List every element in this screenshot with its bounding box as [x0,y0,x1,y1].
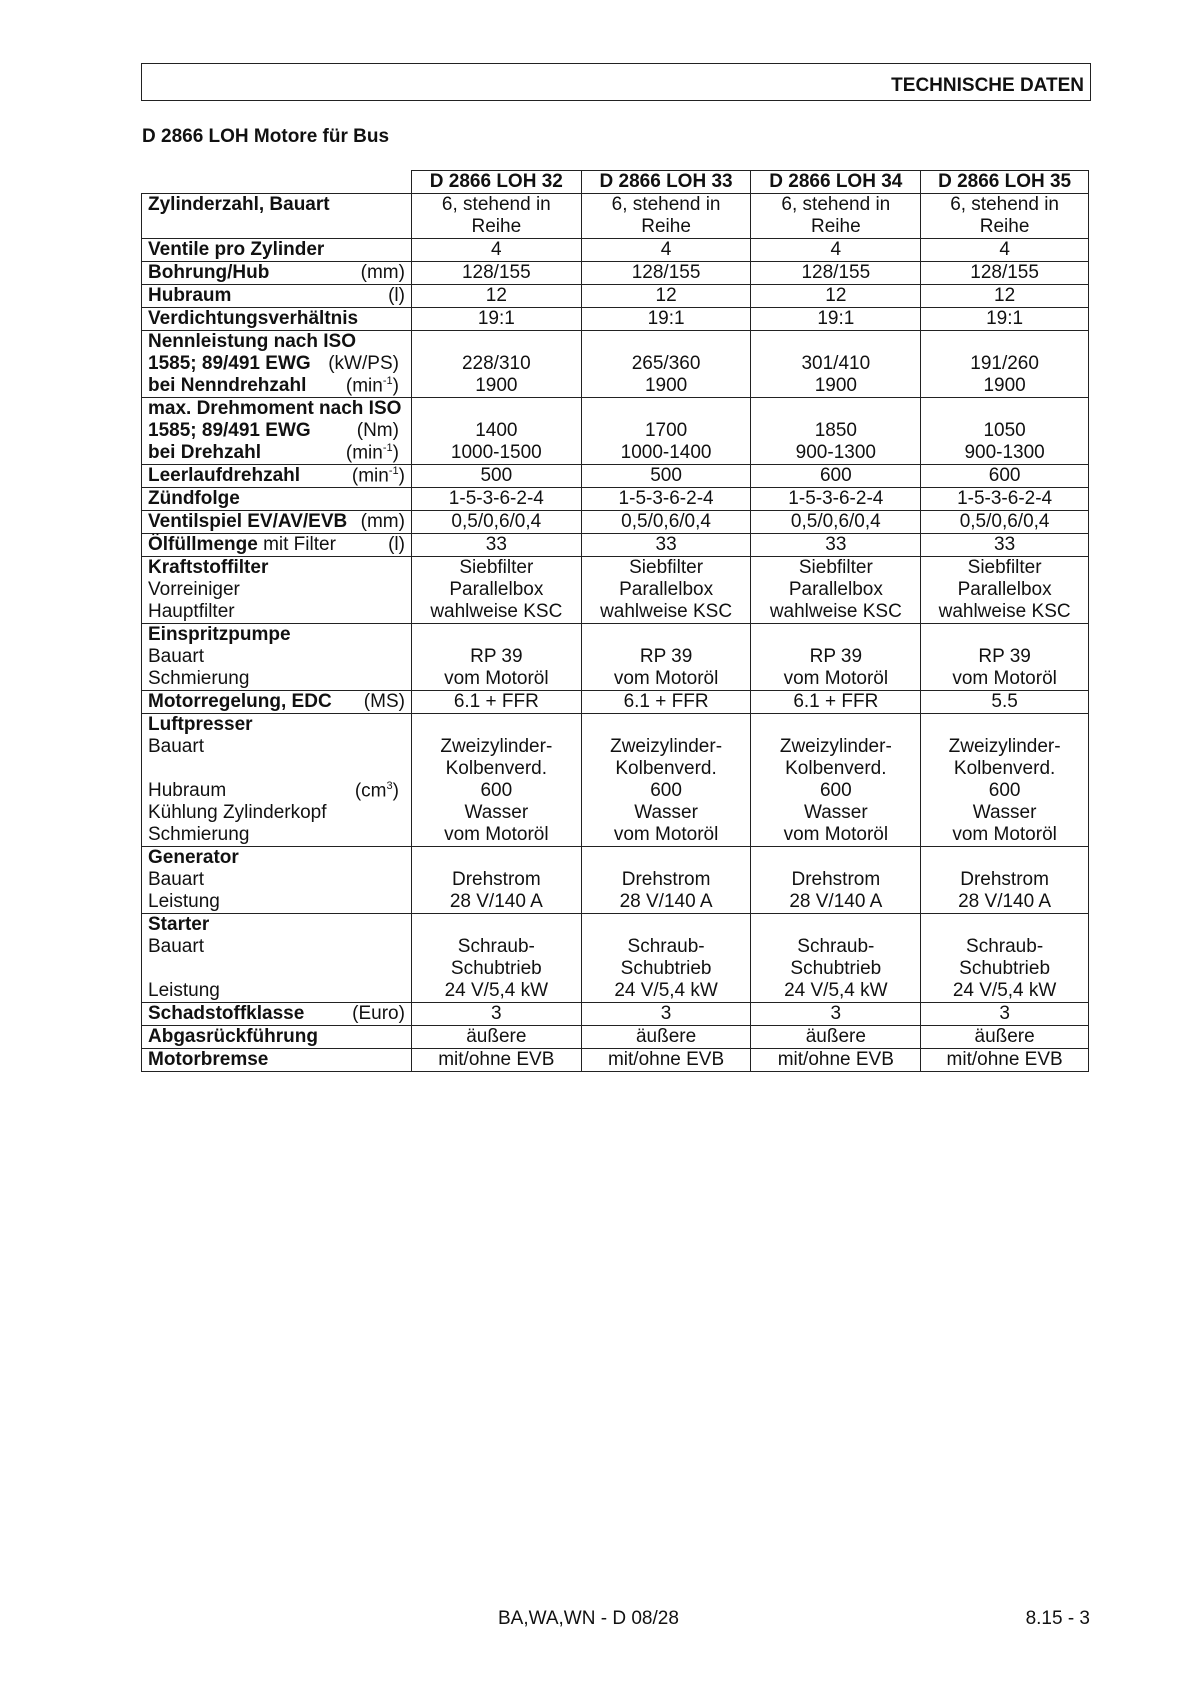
row-label-cell [142,914,412,1003]
row-label: Luftpresser [148,714,253,735]
row-label-cell [142,488,412,511]
value-cell: 19:1 [411,308,581,331]
value-cell: Siebfilter Parallelbox wahlweise KSC [921,557,1089,624]
row-label: Ventile pro Zylinder [148,239,325,260]
row-unit: $(\min^{-1})$ [345,441,399,463]
row-unit: (mm) [360,511,405,532]
value-cell: mit/ohne EVB [921,1049,1089,1072]
table-row [142,1049,1089,1072]
table-row [142,511,1089,534]
row-unit: (kW/PS) [328,353,399,374]
table-row [142,239,1089,262]
table-row [142,1026,1089,1049]
value-cell: 1-5-3-6-2-4 [411,488,581,511]
table-row [142,847,1089,914]
row-label-cell [142,285,412,308]
row-unit: $(\min^{-1})$ [345,374,399,396]
row-sublabel: Hubraum [148,780,227,801]
value-cell: 1-5-3-6-2-4 [581,488,751,511]
value-cell: 265/360 1900 [581,331,751,398]
value-cell: 6.1 + FFR [751,691,921,714]
value-cell: Schraub- Schubtrieb 24 V/5,4 kW [921,914,1089,1003]
row-label-cell [142,557,412,624]
value-cell: 12 [751,285,921,308]
value-cell: 1-5-3-6-2-4 [921,488,1089,511]
value-cell: Zweizylinder- Kolbenverd. 600 Wasser vom Motoröl [581,714,751,847]
value-cell: äußere [411,1026,581,1049]
value-cell: 33 [751,534,921,557]
table-row [142,914,1089,1003]
row-label: Einspritzpumpe [148,624,291,645]
row-label: Nennleistung nach ISO [148,331,356,352]
table-row [142,331,1089,398]
value-cell: RP 39 vom Motoröl [411,624,581,691]
value-cell: 0,5/0,6/0,4 [581,511,751,534]
value-cell: 4 [751,239,921,262]
value-cell: Drehstrom 28 V/140 A [751,847,921,914]
value-cell: 3 [411,1003,581,1026]
row-label: Leerlaufdrehzahl [148,465,301,486]
row-label: Zylinderzahl, Bauart [148,194,330,215]
column-header: D 2866 LOH 32 [411,171,581,194]
row-label: bei Nenndrehzahl [148,375,307,396]
table-row [142,691,1089,714]
row-label-cell [142,624,412,691]
value-cell: 128/155 [411,262,581,285]
value-cell: RP 39 vom Motoröl [921,624,1089,691]
row-label: Kraftstoffilter [148,557,269,578]
row-label: Zündfolge [148,488,240,509]
table-row [142,488,1089,511]
row-label-cell [142,1026,412,1049]
page-header-title: TECHNISCHE DATEN [891,75,1084,96]
value-cell: 6, stehend in Reihe [411,194,581,239]
column-header: D 2866 LOH 33 [581,171,751,194]
value-cell: Schraub- Schubtrieb 24 V/5,4 kW [581,914,751,1003]
row-label: max. Drehmoment nach ISO [148,398,402,419]
value-cell: Zweizylinder- Kolbenverd. 600 Wasser vom Motoröl [751,714,921,847]
value-cell: 600 [921,465,1089,488]
value-cell: Drehstrom 28 V/140 A [411,847,581,914]
value-cell: 1050 900-1300 [921,398,1089,465]
row-label: Starter [148,914,210,935]
value-cell: 4 [411,239,581,262]
value-cell: 6.1 + FFR [411,691,581,714]
row-label: 1585; 89/491 EWG [148,353,311,374]
spec-table [141,170,1089,1072]
value-cell: 3 [751,1003,921,1026]
table-row [142,557,1089,624]
value-cell: 12 [921,285,1089,308]
value-cell: 3 [581,1003,751,1026]
table-row [142,285,1089,308]
value-cell: RP 39 vom Motoröl [581,624,751,691]
value-cell: 5.5 [921,691,1089,714]
value-cell: Zweizylinder- Kolbenverd. 600 Wasser vom Motoröl [411,714,581,847]
table-row [142,262,1089,285]
row-label: bei Drehzahl [148,442,261,463]
value-cell: Siebfilter Parallelbox wahlweise KSC [411,557,581,624]
value-cell: 0,5/0,6/0,4 [921,511,1089,534]
table-row [142,308,1089,331]
row-sublabel: Bauart [148,736,204,757]
value-cell: 128/155 [921,262,1089,285]
value-cell: 128/155 [581,262,751,285]
value-cell: 301/410 1900 [751,331,921,398]
document-subtitle: D 2866 LOH Motore für Bus [142,126,390,147]
table-row [142,1003,1089,1026]
row-label: Motorbremse [148,1049,269,1070]
row-label-cell [142,308,412,331]
row-label-suffix: mit Filter [257,534,336,555]
row-label-cell [142,534,412,557]
value-cell: äußere [751,1026,921,1049]
row-label: Schadstoffklasse [148,1003,305,1024]
value-cell: Siebfilter Parallelbox wahlweise KSC [751,557,921,624]
value-cell: 1-5-3-6-2-4 [751,488,921,511]
row-label: Hubraum [148,285,232,306]
row-label: Generator [148,847,239,868]
row-label-cell [142,262,412,285]
value-cell: 1850 900-1300 [751,398,921,465]
value-cell: mit/ohne EVB [751,1049,921,1072]
column-header: D 2866 LOH 35 [921,171,1089,194]
value-cell: Siebfilter Parallelbox wahlweise KSC [581,557,751,624]
value-cell: 12 [581,285,751,308]
value-cell: Drehstrom 28 V/140 A [581,847,751,914]
value-cell: 6.1 + FFR [581,691,751,714]
row-sublabel: Bauart [148,646,204,667]
value-cell: Schraub- Schubtrieb 24 V/5,4 kW [751,914,921,1003]
value-cell: 6, stehend in Reihe [921,194,1089,239]
table-row [142,534,1089,557]
value-cell: 12 [411,285,581,308]
row-sublabel: Hauptfilter [148,601,235,622]
row-label-cell [142,398,412,465]
value-cell: 600 [751,465,921,488]
row-unit: (Nm) [356,420,399,441]
row-label-cell [142,331,412,398]
value-cell: mit/ohne EVB [581,1049,751,1072]
value-cell: 4 [581,239,751,262]
value-cell: 19:1 [751,308,921,331]
table-row [142,465,1089,488]
row-label-cell [142,239,412,262]
value-cell: 128/155 [751,262,921,285]
value-cell: äußere [921,1026,1089,1049]
value-cell: Zweizylinder- Kolbenverd. 600 Wasser vom Motoröl [921,714,1089,847]
row-unit: (Euro) [352,1003,405,1024]
value-cell: 19:1 [921,308,1089,331]
value-cell: 228/310 1900 [411,331,581,398]
row-unit: $(cm^3)$ [354,779,399,801]
row-sublabel: Bauart [148,936,204,957]
row-unit: $(\min^{-1})$ [351,464,405,486]
row-unit: (mm) [360,262,405,283]
column-header: D 2866 LOH 34 [751,171,921,194]
value-cell: 6, stehend in Reihe [581,194,751,239]
row-label: Abgasrückführung [148,1026,318,1047]
value-cell: 33 [921,534,1089,557]
row-sublabel: Schmierung [148,824,250,845]
table-row [142,398,1089,465]
row-label: Motorregelung, EDC [148,691,332,712]
header-blank-cell [142,171,412,194]
row-unit: (l) [388,285,405,306]
value-cell: RP 39 vom Motoröl [751,624,921,691]
header-box [141,63,1091,101]
value-cell: 33 [581,534,751,557]
value-cell: Drehstrom 28 V/140 A [921,847,1089,914]
row-label-cell [142,1003,412,1026]
table-header-row [142,171,1089,194]
value-cell: 4 [921,239,1089,262]
row-label-cell [142,465,412,488]
footer-document-code: BA,WA,WN - D 08/28 [498,1608,679,1629]
value-cell: 19:1 [581,308,751,331]
row-sublabel: Kühlung Zylinderkopf [148,802,327,823]
value-cell: 191/260 1900 [921,331,1089,398]
row-label: Ventilspiel EV/AV/EVB [148,511,348,532]
table-row [142,624,1089,691]
row-sublabel: Schmierung [148,668,250,689]
value-cell: 500 [411,465,581,488]
footer-page-number: 8.15 - 3 [1025,1608,1090,1629]
value-cell: 500 [581,465,751,488]
table-row [142,194,1089,239]
row-label: 1585; 89/491 EWG [148,420,311,441]
value-cell: 0,5/0,6/0,4 [411,511,581,534]
row-sublabel: Leistung [148,891,220,912]
value-cell: 6, stehend in Reihe [751,194,921,239]
table-row [142,714,1089,847]
row-label-cell [142,194,412,239]
row-label: Bohrung/Hub [148,262,270,283]
value-cell: 1700 1000-1400 [581,398,751,465]
value-cell: mit/ohne EVB [411,1049,581,1072]
row-label-cell [142,511,412,534]
row-label-cell [142,691,412,714]
row-unit: (MS) [363,691,405,712]
value-cell: 1400 1000-1500 [411,398,581,465]
row-sublabel: Vorreiniger [148,579,240,600]
row-label-cell [142,1049,412,1072]
row-sublabel: Leistung [148,980,220,1001]
value-cell: Schraub- Schubtrieb 24 V/5,4 kW [411,914,581,1003]
row-unit: (l) [388,534,405,555]
row-label: Ölfüllmenge [148,534,258,555]
row-sublabel: Bauart [148,869,204,890]
value-cell: 33 [411,534,581,557]
row-label-cell [142,714,412,847]
row-label: Verdichtungsverhältnis [148,308,359,329]
row-label-cell [142,847,412,914]
value-cell: äußere [581,1026,751,1049]
value-cell: 0,5/0,6/0,4 [751,511,921,534]
value-cell: 3 [921,1003,1089,1026]
